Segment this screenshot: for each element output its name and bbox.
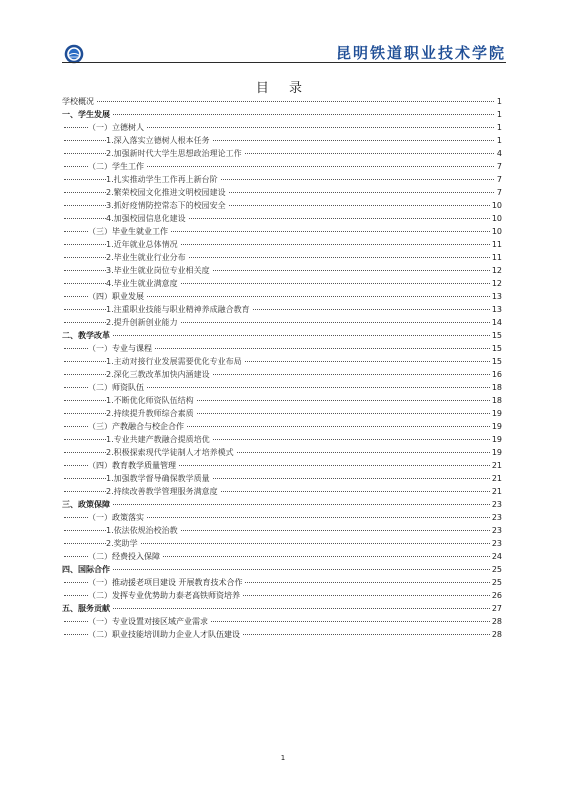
toc-leader-dots — [64, 114, 498, 115]
toc-entry-title: 1.深入落实立德树人根本任务 — [106, 136, 210, 145]
toc-entry-page: 26 — [491, 591, 502, 600]
toc-entry-title: 2.加强新时代大学生思想政治理论工作 — [106, 149, 242, 158]
toc-entry-page: 7 — [496, 188, 502, 197]
toc-entry-title: 学校概况 — [62, 97, 94, 106]
toc-entry-title: 3.抓好疫情防控常态下的校园安全 — [106, 201, 226, 210]
toc-leader-dots — [64, 504, 498, 505]
toc-entry[interactable] — [62, 446, 502, 459]
toc-entry-title: 1.注重职业技能与职业精神养成融合教育 — [106, 305, 250, 314]
toc-entry[interactable] — [62, 160, 502, 173]
toc-entry-page: 28 — [491, 630, 502, 639]
toc-entry-page: 10 — [491, 227, 502, 236]
toc-entry-title: 2.奖助学 — [106, 539, 138, 548]
toc-entry-page: 19 — [491, 448, 502, 457]
toc-entry-page: 11 — [491, 240, 502, 249]
toc-entry[interactable] — [62, 550, 502, 563]
toc-entry-page: 7 — [496, 175, 502, 184]
toc-entry-title: （一）专业设置对接区域产业需求 — [88, 617, 208, 626]
toc-entry-page: 18 — [491, 383, 502, 392]
toc-entry-title: （一）专业与课程 — [88, 344, 152, 353]
toc-entry-title: 五、服务贡献 — [62, 604, 110, 613]
toc-entry[interactable] — [62, 199, 502, 212]
toc-entry[interactable] — [62, 602, 502, 615]
toc-entry-title: （一）政策落实 — [88, 513, 144, 522]
toc-entry-page: 23 — [491, 513, 502, 522]
toc-entry-title: 1.不断优化师资队伍结构 — [106, 396, 194, 405]
toc-entry-page: 18 — [491, 396, 502, 405]
toc-entry[interactable] — [62, 368, 502, 381]
toc-entry-page: 24 — [491, 552, 502, 561]
page-number: 1 — [280, 754, 286, 762]
toc-entry-page: 19 — [491, 422, 502, 431]
toc-entry-page: 15 — [491, 357, 502, 366]
toc-leader-dots — [64, 335, 498, 336]
toc-entry-page: 12 — [491, 279, 502, 288]
toc-entry-title: 2.繁荣校园文化推进文明校园建设 — [106, 188, 226, 197]
toc-entry-page: 19 — [491, 409, 502, 418]
toc-entry-page: 16 — [491, 370, 502, 379]
toc-entry[interactable] — [62, 342, 502, 355]
toc-entry[interactable] — [62, 316, 502, 329]
toc-entry[interactable] — [62, 394, 502, 407]
toc-entry-page: 10 — [491, 214, 502, 223]
toc-entry-page: 23 — [491, 539, 502, 548]
toc-entry-page: 21 — [491, 487, 502, 496]
toc-entry-page: 4 — [496, 149, 502, 158]
toc-leader-dots — [64, 569, 498, 570]
toc-entry[interactable] — [62, 615, 502, 628]
header-divider — [62, 62, 506, 63]
toc-entry[interactable] — [62, 238, 502, 251]
toc-entry-title: （一）立德树人 — [88, 123, 144, 132]
toc-entry-title: 4.毕业生就业满意度 — [106, 279, 178, 288]
toc-entry[interactable] — [62, 433, 502, 446]
toc-entry-page: 1 — [496, 136, 502, 145]
toc-leader-dots — [64, 608, 498, 609]
toc-entry-page: 23 — [491, 500, 502, 509]
toc-entry-title: 三、政策保障 — [62, 500, 110, 509]
toc-entry-title: （二）发挥专业优势助力泰老高铁师资培养 — [88, 591, 240, 600]
toc-entry-title: （一）推动援老项目建设 开展教育技术合作 — [88, 578, 243, 587]
toc-entry-page: 13 — [491, 305, 502, 314]
toc-entry-title: （二）职业技能培训助力企业人才队伍建设 — [88, 630, 240, 639]
toc-entry[interactable] — [62, 511, 502, 524]
toc-entry-title: 2.积极探索现代学徒制人才培养模式 — [106, 448, 234, 457]
toc-entry[interactable] — [62, 459, 502, 472]
toc-entry[interactable] — [62, 563, 502, 576]
toc-entry[interactable] — [62, 381, 502, 394]
school-name: 昆明铁道职业技术学院 — [335, 44, 506, 62]
toc-entry[interactable] — [62, 225, 502, 238]
toc-entry-page: 14 — [491, 318, 502, 327]
toc-entry[interactable] — [62, 576, 502, 589]
toc-entry-title: 2.深化三教改革加快内涵建设 — [106, 370, 210, 379]
toc-entry-title: （四）职业发展 — [88, 292, 144, 301]
toc-entry[interactable] — [62, 355, 502, 368]
toc-entry-page: 12 — [491, 266, 502, 275]
toc-entry-title: 2.提升创新创业能力 — [106, 318, 178, 327]
toc-entry[interactable] — [62, 290, 502, 303]
toc-entry[interactable] — [62, 95, 502, 108]
toc-entry-title: 1.专业共建产教融合提质培优 — [106, 435, 210, 444]
toc-entry-title: 2.持续改善教学管理服务满意度 — [106, 487, 218, 496]
toc-entry-page: 10 — [491, 201, 502, 210]
toc-entry-page: 21 — [491, 461, 502, 470]
toc-entry-title: 二、教学改革 — [62, 331, 110, 340]
toc-entry[interactable] — [62, 472, 502, 485]
toc-entry[interactable] — [62, 264, 502, 277]
toc-entry[interactable] — [62, 108, 502, 121]
toc-entry-title: 1.近年就业总体情况 — [106, 240, 178, 249]
toc-entry[interactable] — [62, 537, 502, 550]
toc-entry-page: 21 — [491, 474, 502, 483]
toc-entry-page: 25 — [491, 565, 502, 574]
table-of-contents — [62, 95, 502, 641]
toc-entry-title: （二）学生工作 — [88, 162, 144, 171]
toc-entry-page: 28 — [491, 617, 502, 626]
toc-entry-title: 3.毕业生就业岗位专业相关度 — [106, 266, 210, 275]
toc-entry-title: （二）经费投入保障 — [88, 552, 160, 561]
toc-entry-page: 1 — [496, 97, 502, 106]
toc-entry[interactable] — [62, 303, 502, 316]
toc-entry-title: 1.加强教学督导确保教学质量 — [106, 474, 210, 483]
toc-entry[interactable] — [62, 329, 502, 342]
toc-entry[interactable] — [62, 485, 502, 498]
toc-entry-page: 19 — [491, 435, 502, 444]
toc-entry-title: 2.毕业生就业行业分布 — [106, 253, 186, 262]
toc-entry[interactable] — [62, 134, 502, 147]
toc-entry-page: 11 — [491, 253, 502, 262]
toc-entry-title: 一、学生发展 — [62, 110, 110, 119]
toc-entry[interactable] — [62, 147, 502, 160]
toc-entry-page: 27 — [491, 604, 502, 613]
toc-entry-page: 1 — [496, 110, 502, 119]
toc-entry-page: 1 — [496, 123, 502, 132]
toc-entry-title: 4.加强校园信息化建设 — [106, 214, 186, 223]
toc-entry[interactable] — [62, 251, 502, 264]
toc-entry[interactable] — [62, 212, 502, 225]
toc-entry[interactable] — [62, 524, 502, 537]
toc-entry-page: 15 — [491, 331, 502, 340]
toc-entry-page: 13 — [491, 292, 502, 301]
toc-entry-title: （三）毕业生就业工作 — [88, 227, 168, 236]
school-emblem-icon — [64, 44, 84, 64]
toc-entry-title: 1.依法依规治校治教 — [106, 526, 178, 535]
toc-entry-title: （二）师资队伍 — [88, 383, 144, 392]
toc-entry[interactable] — [62, 407, 502, 420]
toc-entry[interactable] — [62, 589, 502, 602]
toc-entry[interactable] — [62, 121, 502, 134]
toc-entry[interactable] — [62, 628, 502, 641]
toc-entry-title: 四、国际合作 — [62, 565, 110, 574]
toc-entry-page: 15 — [491, 344, 502, 353]
toc-entry[interactable] — [62, 420, 502, 433]
toc-title: 目 录 — [255, 81, 311, 96]
toc-entry-title: （四）教育教学质量管理 — [88, 461, 176, 470]
toc-entry-page: 23 — [491, 526, 502, 535]
toc-entry[interactable] — [62, 277, 502, 290]
toc-entry-title: 2.持续提升教师综合素质 — [106, 409, 194, 418]
toc-entry-title: （三）产教融合与校企合作 — [88, 422, 184, 431]
toc-entry[interactable] — [62, 498, 502, 511]
toc-entry[interactable] — [62, 173, 502, 186]
toc-entry-page: 7 — [496, 162, 502, 171]
toc-leader-dots — [64, 101, 498, 102]
toc-entry[interactable] — [62, 186, 502, 199]
toc-entry-title: 1.主动对接行业发展需要优化专业布局 — [106, 357, 242, 366]
toc-entry-title: 1.扎实推动学生工作再上新台阶 — [106, 175, 218, 184]
toc-entry-page: 25 — [491, 578, 502, 587]
